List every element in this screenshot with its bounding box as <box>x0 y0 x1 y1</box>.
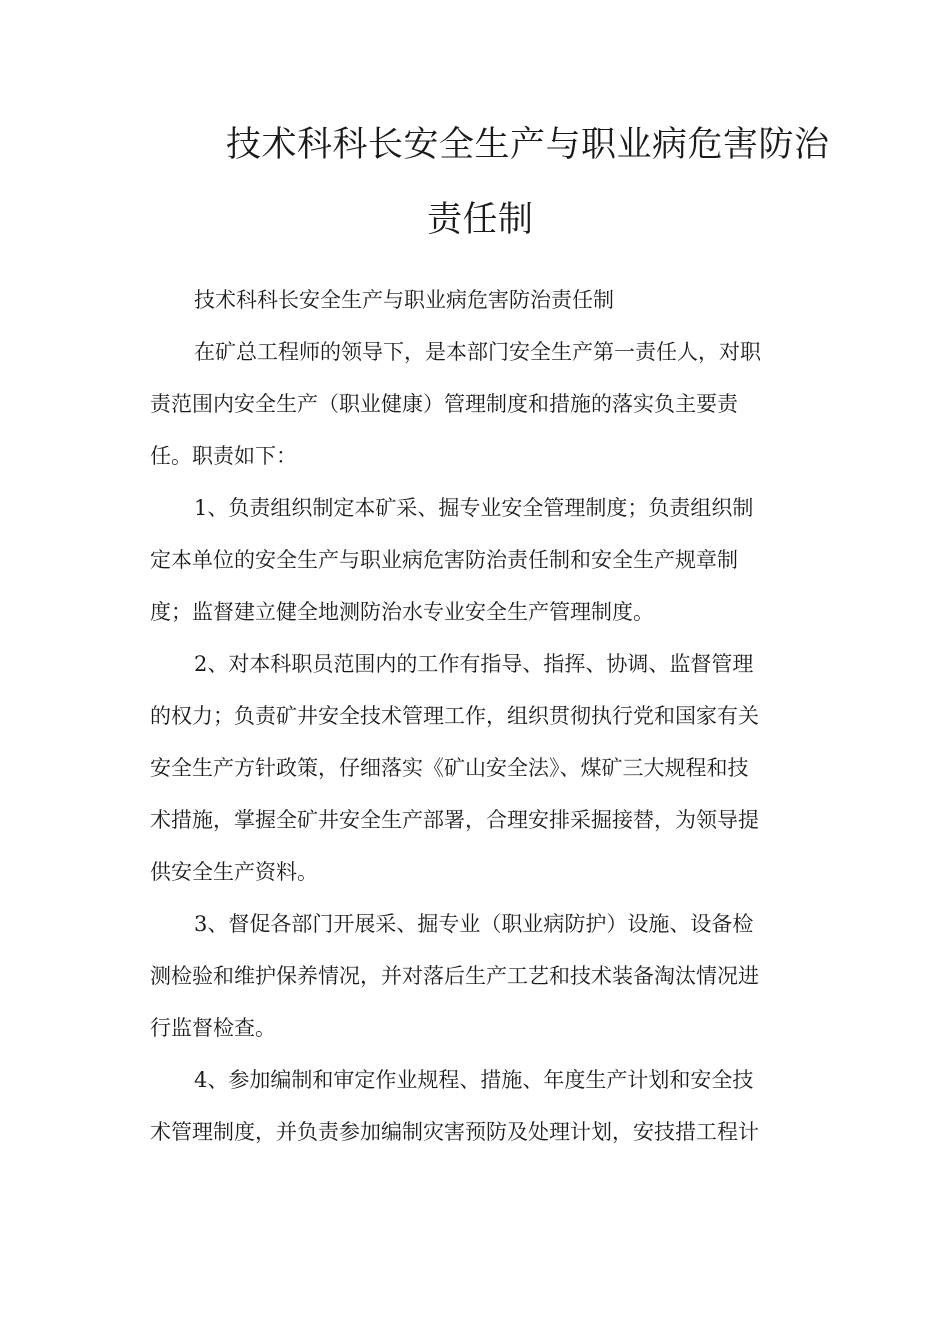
document-title-line-1: 技术科科长安全生产与职业病危害防治 <box>226 125 830 165</box>
body-line: 的权力；负责矿井安全技术管理工作，组织贯彻执行党和国家有关 <box>150 704 759 728</box>
body-line: 供安全生产资料。 <box>150 860 318 884</box>
body-line: 2、对本科职员范围内的工作有指导、指挥、协调、监督管理 <box>194 652 754 676</box>
body-line: 度；监督建立健全地测防治水专业安全生产管理制度。 <box>150 600 654 624</box>
body-line: 3、督促各部门开展采、掘专业（职业病防护）设施、设备检 <box>194 912 754 936</box>
body-line: 技术科科长安全生产与职业病危害防治责任制 <box>194 288 614 312</box>
body-line: 行监督检查。 <box>150 1016 276 1040</box>
body-line: 任。职责如下： <box>150 444 297 468</box>
body-line: 责范围内安全生产（职业健康）管理制度和措施的落实负主要责 <box>150 392 738 416</box>
body-line: 术管理制度，并负责参加编制灾害预防及处理计划，安技措工程计 <box>150 1120 759 1144</box>
body-line: 安全生产方针政策，仔细落实《矿山安全法》、煤矿三大规程和技 <box>150 756 749 780</box>
body-line: 在矿总工程师的领导下，是本部门安全生产第一责任人，对职 <box>194 340 761 364</box>
document-body <box>150 274 800 1158</box>
body-line: 测检验和维护保养情况，并对落后生产工艺和技术装备淘汰情况进 <box>150 964 759 988</box>
body-line: 定本单位的安全生产与职业病危害防治责任制和安全生产规章制 <box>150 548 738 572</box>
body-line: 1、负责组织制定本矿采、掘专业安全管理制度；负责组织制 <box>194 496 754 520</box>
body-line: 4、参加编制和审定作业规程、措施、年度生产计划和安全技 <box>194 1068 754 1092</box>
body-line: 术措施，掌握全矿井安全生产部署，合理安排采掘接替，为领导提 <box>150 808 759 832</box>
document-title-line-2: 责任制 <box>427 200 534 240</box>
